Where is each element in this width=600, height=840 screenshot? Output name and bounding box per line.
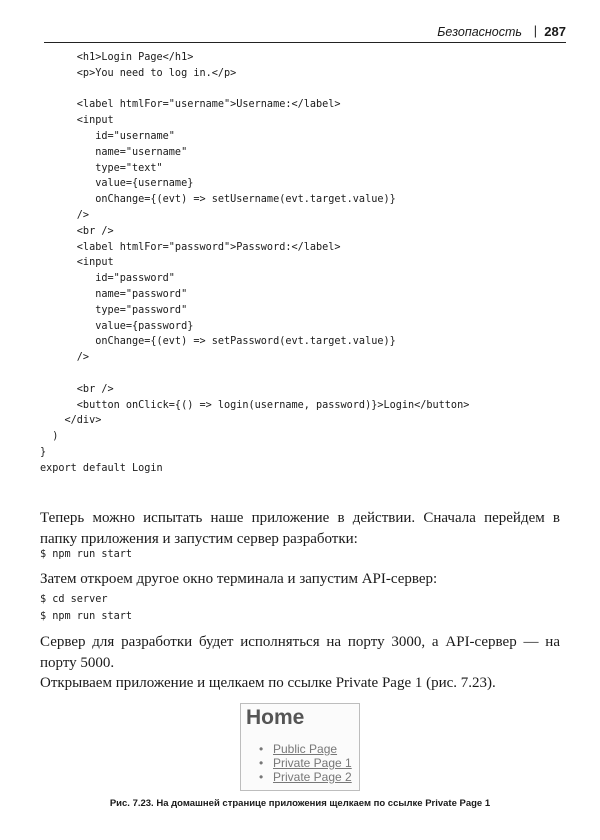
figure-screenshot-home <box>240 703 360 791</box>
code-line: <br /> <box>40 383 114 395</box>
paragraph-open-link: Открываем приложение и щелкаем по ссылке Private Page 1 (рис. 7.23). <box>40 675 496 691</box>
code-line <box>40 366 469 382</box>
code-line: export default Login <box>40 462 163 474</box>
code-line: value={username} <box>40 178 194 190</box>
code-line: ) <box>40 431 59 443</box>
bullet-icon: • <box>259 770 264 784</box>
code-line: <p>You need to log in.</p> <box>40 67 237 79</box>
list-item <box>259 770 352 784</box>
code-listing <box>40 50 469 477</box>
command-line: $ npm run start <box>40 611 133 622</box>
code-line: <input <box>40 257 114 269</box>
command-line: $ npm run start <box>40 549 133 560</box>
link-private-page-1[interactable]: Private Page 1 <box>273 756 352 770</box>
page-number: 287 <box>544 24 566 39</box>
code-line: onChange={(evt) => setPassword(evt.target.value)} <box>40 336 396 348</box>
code-line: <button onClick={() => login(username, password)}>Login</button> <box>40 399 470 411</box>
code-line: id="username" <box>40 130 175 142</box>
section-title: Безопасность <box>437 25 522 39</box>
code-line: </div> <box>40 415 102 427</box>
paragraph-ports: Сервер для разработки будет исполняться на порту 3000, а API-сервер — на порту 5000. <box>40 634 560 671</box>
code-line: } <box>40 446 47 458</box>
link-public-page[interactable]: Public Page <box>273 742 338 756</box>
code-line: <br /> <box>40 225 114 237</box>
code-line: name="username" <box>40 146 188 158</box>
code-line: onChange={(evt) => setUsername(evt.target.value)} <box>40 194 396 206</box>
code-line: name="password" <box>40 288 188 300</box>
link-private-page-2[interactable]: Private Page 2 <box>273 770 352 784</box>
code-line: value={password} <box>40 320 194 332</box>
home-heading: Home <box>246 706 305 729</box>
figure-caption: Рис. 7.23. На домашней странице приложения щелкаем по ссылке Private Page 1 <box>109 798 491 809</box>
command-line: $ cd server <box>40 594 108 605</box>
link-list <box>259 742 352 784</box>
list-item <box>259 742 352 756</box>
code-line <box>40 82 469 98</box>
code-line: type="text" <box>40 162 163 174</box>
paragraph-try-app: Теперь можно испытать наше приложение в действии. Сначала перейдем в папку приложения и запустим сервер разработки: <box>40 510 560 547</box>
code-line: <h1>Login Page</h1> <box>40 52 194 63</box>
bullet-icon: • <box>259 756 264 770</box>
code-line: <label htmlFor="password">Password:</label> <box>40 241 341 253</box>
code-line: type="password" <box>40 304 188 316</box>
code-line: <label htmlFor="username">Username:</label> <box>40 99 341 111</box>
code-line: <input <box>40 115 114 127</box>
header-separator: | <box>533 24 537 38</box>
bullet-icon: • <box>259 742 264 756</box>
code-line: /> <box>40 209 90 221</box>
command-api-server <box>40 591 132 625</box>
list-item <box>259 756 352 770</box>
code-line: id="password" <box>40 273 175 285</box>
command-npm-start <box>40 546 132 563</box>
code-line: /> <box>40 352 90 364</box>
paragraph-open-terminal: Затем откроем другое окно терминала и запустим API-сервер: <box>40 571 438 587</box>
running-header <box>44 22 566 43</box>
